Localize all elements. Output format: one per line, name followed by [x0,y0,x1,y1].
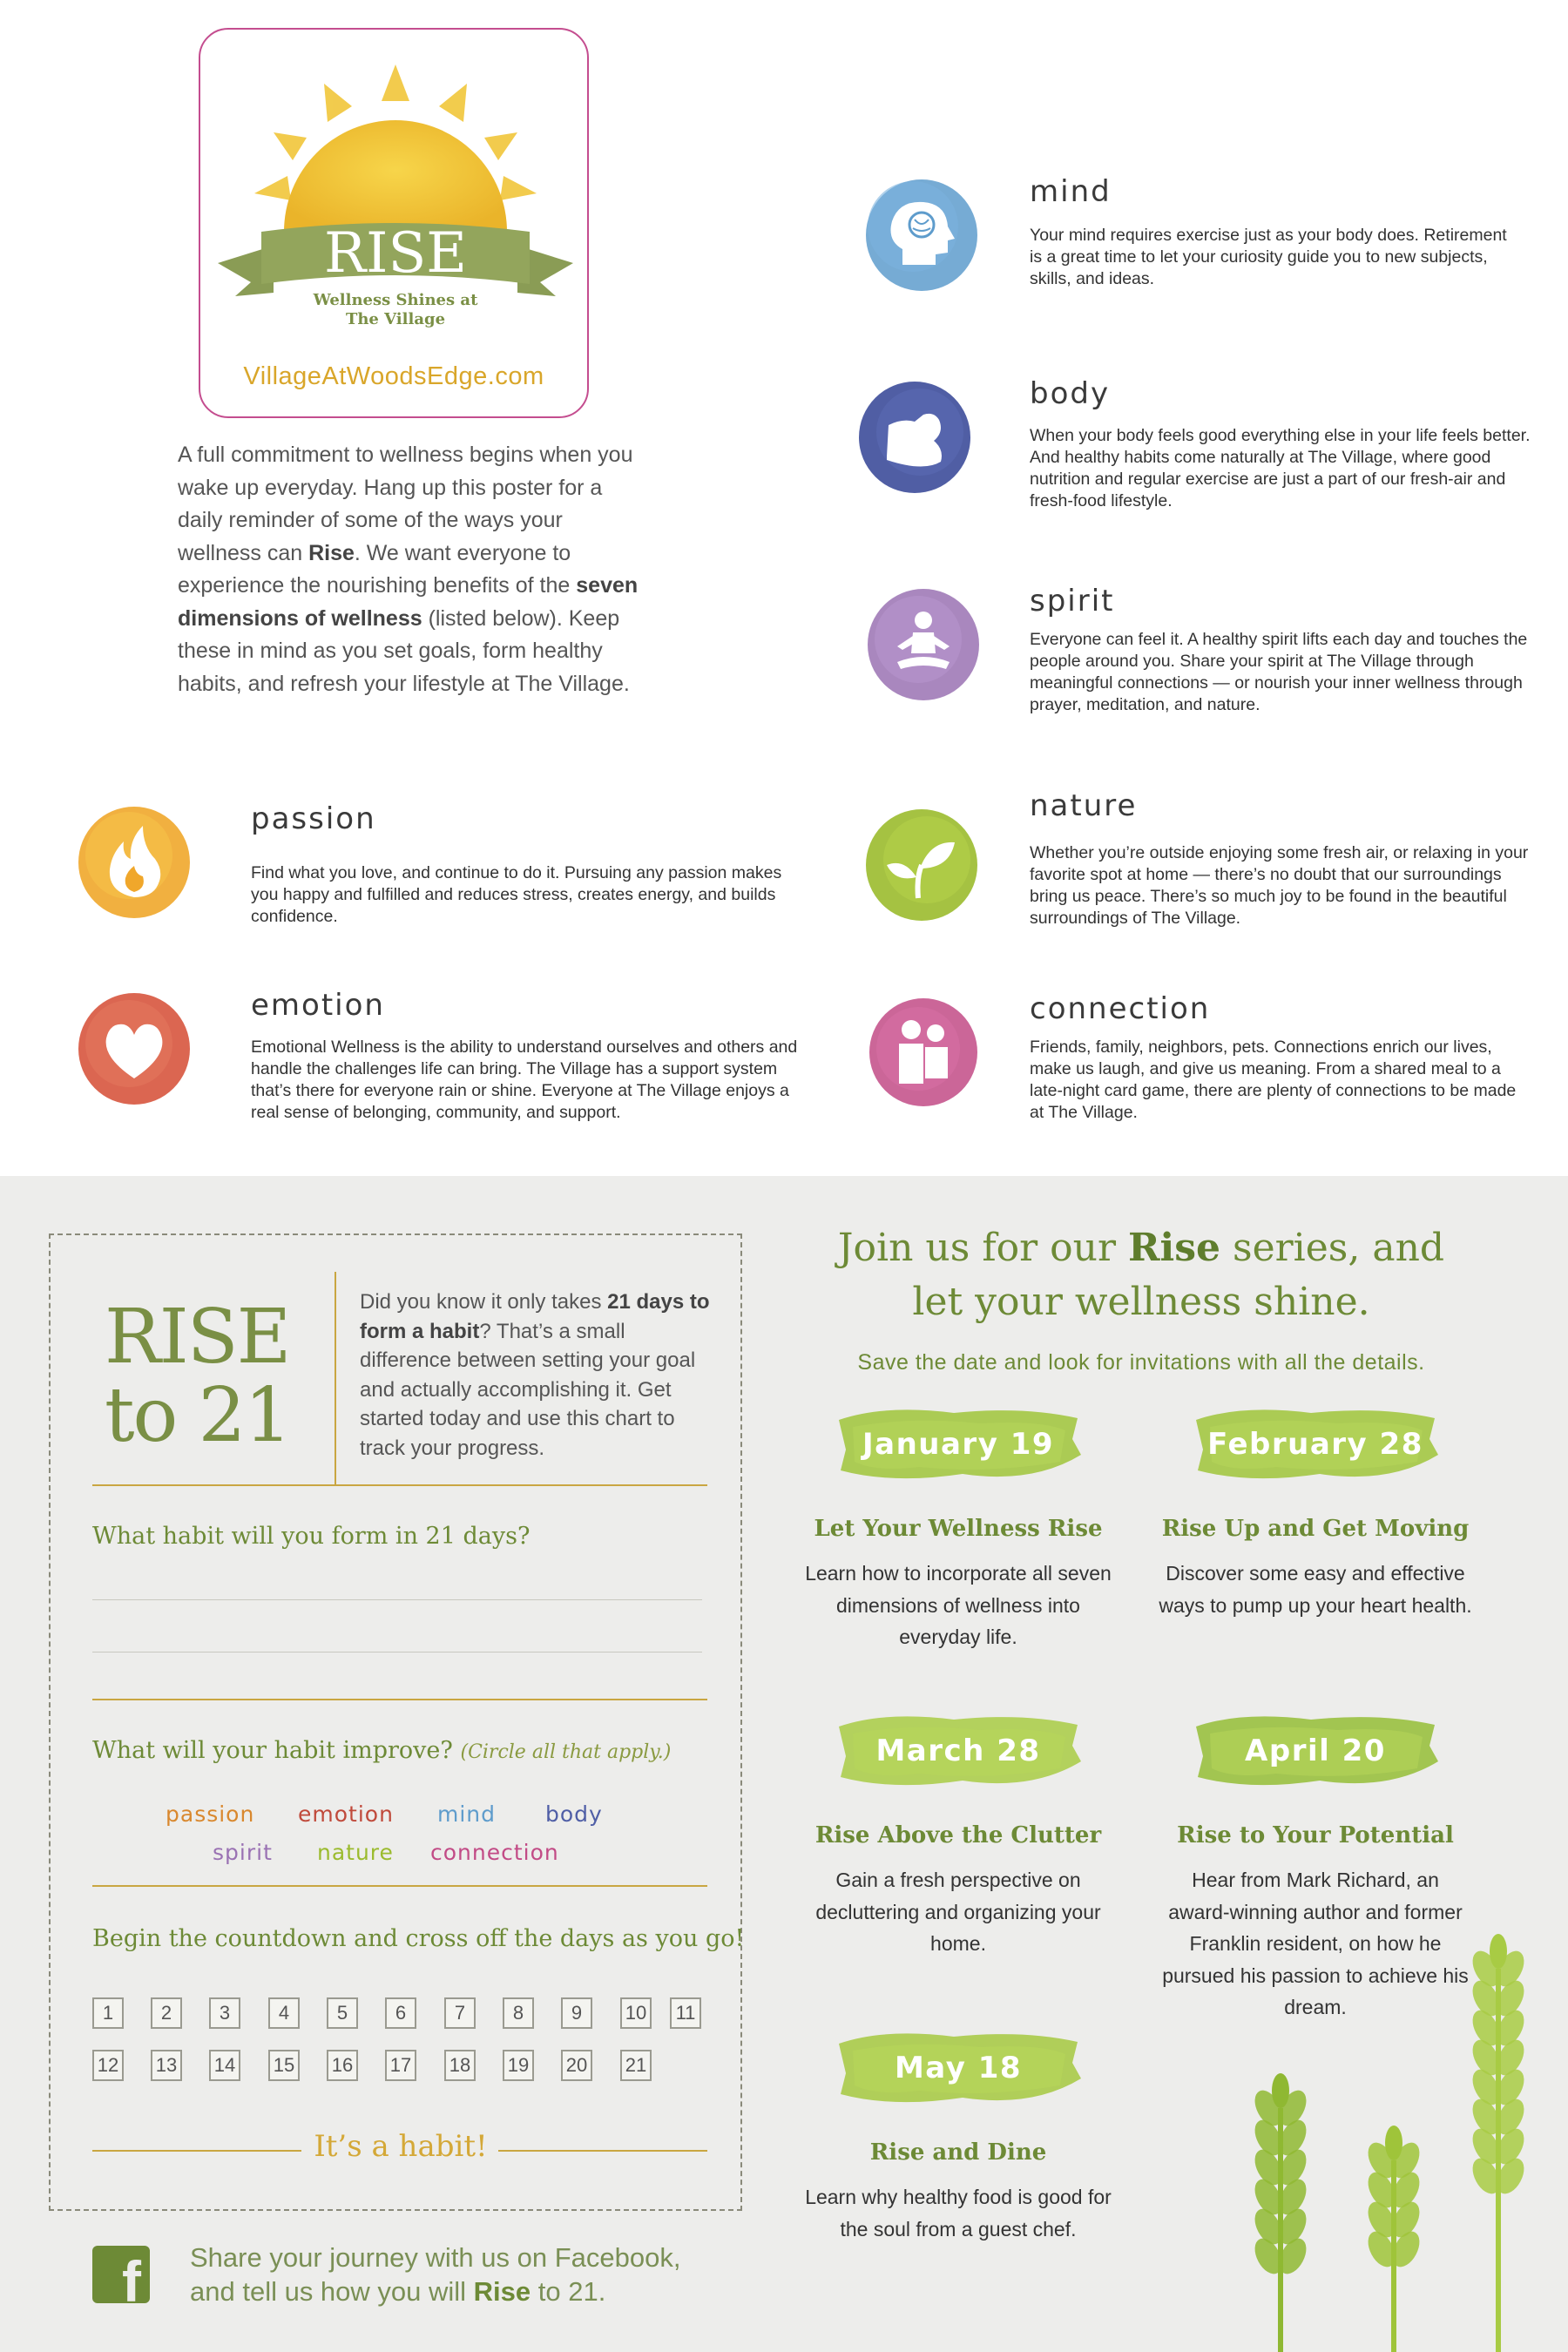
habit-intro-2: ? That’s a small difference between setting your goal and actually accomplishing it. Get started today and use this chart to track your progress. [360,1319,696,1460]
divider [92,1699,707,1700]
dimension-name: connection [1030,991,1211,1026]
event-title: Rise and Dine [869,2139,1047,2166]
intro-rise-word: Rise [308,540,355,565]
habit-intro-1: Did you know it only takes [360,1290,608,1314]
its-a-habit-label: It’s a habit! [314,2129,488,2164]
event-description: Discover some easy and effective ways to pump up your heart health. [1159,1562,1472,1617]
dimension-description: When your body feels good everything else in your life feels better. And healthy habits come naturally at The Village, where good nutrition and regular exercise are just a part of our fresh-air and fresh-food lifestyle. [1030,426,1531,510]
divider [498,2150,707,2152]
facebook-line-1: Share your journey with us on Facebook, [190,2242,681,2273]
day-box[interactable]: 19 [503,2050,534,2081]
sun-banner-logo-icon [200,30,591,420]
wheat-tip [1490,1934,1507,1969]
event-date: March 28 [875,1734,1041,1768]
intro-seven-dimensions: seven dimensions of wellness [178,573,639,631]
circle-option-passion[interactable]: passion [166,1801,255,1827]
event-title: Rise Above the Clutter [814,1822,1102,1848]
flame-icon [73,801,195,923]
brain-head-icon [861,174,983,296]
facebook-icon[interactable]: f [92,2246,150,2303]
write-in-line[interactable] [92,1599,702,1600]
dimension-description: Find what you love, and continue to do it. Pursuing any passion makes you happy and fulfilled and reduces stress, creates energy, and builds confidence. [251,863,782,926]
improve-question-text: What will your habit improve? [92,1737,453,1764]
vertical-divider [335,1272,336,1486]
divider [92,1484,707,1486]
dimension-description: Emotional Wellness is the ability to understand ourselves and others and handle the challenges life can bring. The Village has a support system that’s there for everyone rain or shine. Everyone at The Village enjoys a real sense of belonging, community, and support. [251,1037,798,1122]
series-title-c: series, and [1220,1226,1445,1270]
circle-option-spirit[interactable]: spirit [213,1840,273,1865]
improve-question [92,1737,671,1764]
event-card [801,1401,1115,1653]
dimension-description: Whether you’re outside enjoying some fresh air, or relaxing in your favorite spot at home — there’s no doubt that our surroundings bring us peace. There’s so much joy to be found in the beautiful surroundings of The Village. [1030,843,1529,928]
dimension-name: mind [1030,174,1112,209]
dimension-description: Friends, family, neighbors, pets. Connections enrich our lives, make us laugh, and give us meaning. From a shared meal to a late-night card game, there are plenty of connections to be made at The Village. [1030,1037,1517,1122]
dimension-description: Your mind requires exercise just as your body does. Retirement is a great time to let your curiosity guide you to new subjects, skills, and ideas. [1030,226,1507,288]
intro-text-1: A full commitment to wellness begins when you wake up everyday. Hang up this poster for a daily reminder of some of the ways your wellness can [178,443,633,565]
circle-option-connection[interactable]: connection [430,1840,559,1865]
day-box[interactable]: 17 [385,2050,416,2081]
habit-intro-text [360,1288,717,1463]
day-box[interactable]: 5 [327,1997,358,2029]
logo-url: VillageAtWoodsEdge.com [243,362,544,390]
dimension-mind [854,174,1533,314]
flexed-arm-icon [854,376,976,498]
day-box[interactable]: 21 [620,2050,652,2081]
rise-logo-card [199,28,589,418]
meditation-icon [862,584,984,706]
dimension-nature [854,788,1533,928]
logo-tagline-2: The Village [345,310,446,328]
rise-to-21-title [105,1294,331,1459]
event-title: Rise Up and Get Moving [1161,1516,1470,1542]
event-date: January 19 [862,1427,1055,1462]
dimension-body [854,376,1533,516]
event-date-badge [1189,1707,1442,1794]
intro-text-3: (listed below). Keep these in mind as you set goals, form healthy habits, and refresh your lifestyle at The Village. [178,605,630,696]
facebook-line-2 [190,2274,747,2308]
dimension-name: passion [251,801,376,836]
dimension-name: emotion [251,988,385,1023]
day-box[interactable]: 10 [620,1997,652,2029]
day-box[interactable]: 4 [268,1997,300,2029]
day-box[interactable]: 9 [561,1997,592,2029]
event-title: Rise to Your Potential [1177,1822,1454,1848]
event-card [801,1707,1115,1960]
series-title-rise: Rise [1127,1226,1221,1270]
series-subtitle: Save the date and look for invitations with all the details. [857,1350,1425,1375]
event-description: Learn why healthy food is good for the soul from a guest chef. [805,2186,1112,2240]
day-box[interactable]: 14 [209,2050,240,2081]
intro-paragraph [178,439,648,700]
event-date-badge [832,1401,1085,1488]
event-description: Learn how to incorporate all seven dimensions of wellness into everyday life. [805,1562,1112,1648]
dimension-name: body [1030,376,1111,411]
day-box[interactable]: 13 [151,2050,182,2081]
countdown-instruction: Begin the countdown and cross off the days as you go! [92,1925,745,1952]
series-title-line-2: let your wellness shine. [912,1280,1370,1324]
dimension-name: spirit [1030,584,1115,618]
day-box[interactable]: 16 [327,2050,358,2081]
event-date: May 18 [894,2051,1023,2085]
wheat-tip [1385,2126,1402,2160]
event-date: April 20 [1245,1734,1386,1768]
habit-question: What habit will you form in 21 days? [92,1523,531,1550]
day-box[interactable]: 18 [444,2050,476,2081]
event-date: February 28 [1207,1427,1423,1462]
day-box[interactable]: 7 [444,1997,476,2029]
day-box[interactable]: 11 [670,1997,701,2029]
series-title-line-1 [784,1221,1498,1275]
divider [92,1885,707,1887]
day-box[interactable]: 2 [151,1997,182,2029]
rise-to-21-title-line-2: to 21 [105,1372,291,1459]
wheat-tip [1272,2073,1289,2108]
day-box[interactable]: 6 [385,1997,416,2029]
day-box[interactable]: 3 [209,1997,240,2029]
event-description: Gain a fresh perspective on decluttering and organizing your home. [815,1869,1101,1955]
facebook-line-2c: to 21. [531,2276,606,2307]
improve-question-note: (Circle all that apply.) [460,1741,672,1763]
dimension-description: Everyone can feel it. A healthy spirit lifts each day and touches the people around you. Share your spirit at The Village through meaningful connections — or nourish your inner wellness through prayer, meditation, and nature. [1030,630,1528,714]
circle-option-emotion[interactable]: emotion [298,1801,394,1827]
day-box[interactable]: 8 [503,1997,534,2029]
facebook-rise-word: Rise [473,2276,531,2307]
day-box[interactable]: 15 [268,2050,300,2081]
circle-option-mind[interactable]: mind [437,1801,497,1827]
circle-option-nature[interactable]: nature [317,1840,394,1865]
series-title [784,1221,1498,1329]
day-box[interactable]: 12 [92,2050,124,2081]
circle-option-body[interactable]: body [545,1801,603,1827]
event-date-badge [832,1707,1085,1794]
habit-intro-bold: 21 days to form a habit [360,1290,710,1343]
event-card [1159,1401,1472,1621]
intro-text-2: . We want everyone to experience the nourishing benefits of the [178,540,577,598]
people-icon [862,991,984,1113]
series-title-a: Join us for our [837,1226,1128,1270]
day-box[interactable]: 1 [92,1997,124,2029]
event-description: Hear from Mark Richard, an award-winning author and former Franklin resident, on how he pursued his passion to achieve his dream. [1162,1869,1469,2018]
heart-icon [73,988,195,1110]
dimension-connection [854,991,1533,1131]
dimension-passion [73,801,822,941]
sprout-icon [861,804,983,926]
logo-tagline-1: Wellness Shines at [313,291,478,309]
dimension-emotion [73,988,822,1127]
day-box[interactable]: 20 [561,2050,592,2081]
rise-to-21-title-line-1: RISE [105,1294,290,1381]
dimension-name: nature [1030,788,1138,823]
facebook-share-text [190,2240,747,2308]
event-date-badge [832,2024,1085,2112]
event-title: Let Your Wellness Rise [814,1516,1103,1542]
event-date-badge [1189,1401,1442,1488]
wheat-decoration-icon [1228,1934,1542,2352]
event-card [801,2024,1115,2245]
dimension-spirit [854,584,1533,723]
logo-title: RISE [323,221,468,286]
facebook-line-2a: and tell us how you will [190,2276,474,2307]
